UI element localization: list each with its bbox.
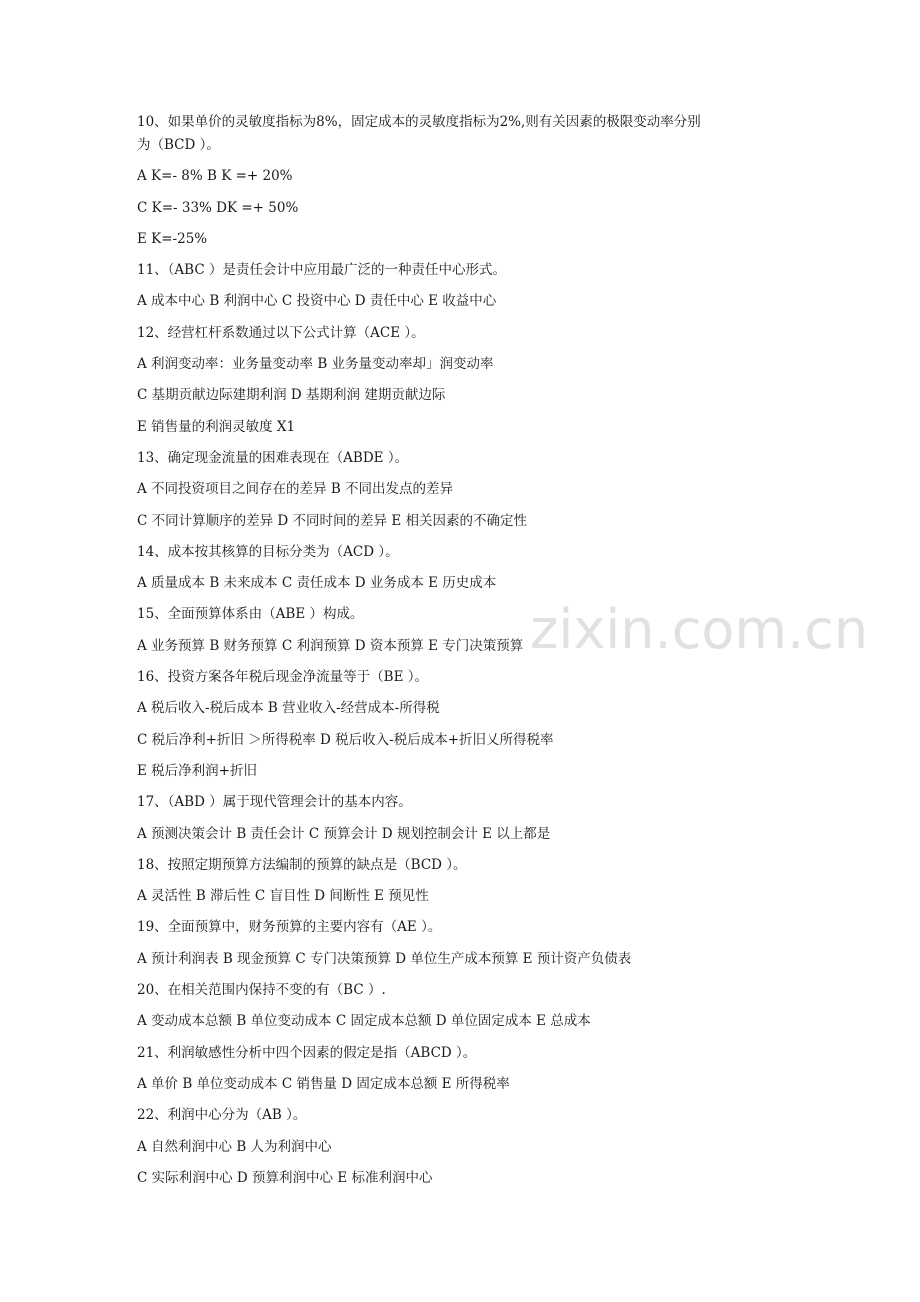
question-15-stem: 15、全面预算体系由（ABE ）构成。: [137, 606, 364, 623]
question-11-stem: 11、（ABC ）是责任会计中应用最广泛的一种责任中心形式。: [137, 262, 506, 279]
question-21-stem: 21、利润敏感性分析中四个因素的假定是指（ABCD ）。: [137, 1044, 477, 1061]
question-19-options: A 预计利润表 B 现金预算 C 专门决策预算 D 单位生产成本预算 E 预计资产负债表: [137, 950, 632, 967]
question-11-options: A 成本中心 B 利润中心 C 投资中心 D 责任中心 E 收益中心: [137, 293, 497, 310]
question-20-stem: 20、在相关范围内保持不变的有（BC ）.: [137, 982, 386, 999]
question-15-options: A 业务预算 B 财务预算 C 利润预算 D 资本预算 E 专门决策预算: [137, 637, 524, 654]
question-21-options: A 单价 B 单位变动成本 C 销售量 D 固定成本总额 E 所得税率: [137, 1075, 510, 1092]
question-17-options: A 预测决策会计 B 责任会计 C 预算会计 D 规划控制会计 E 以上都是: [137, 825, 551, 842]
question-10-options-cd: C K=- 33% DK =+ 50%: [137, 199, 299, 216]
question-18-stem: 18、按照定期预算方法编制的预算的缺点是（BCD ）。: [137, 856, 467, 873]
question-16-options-ab: A 税后收入-税后成本 B 营业收入-经营成本-所得税: [137, 700, 440, 717]
question-18-options: A 灵活性 B 滞后性 C 盲目性 D 间断性 E 预见性: [137, 888, 429, 905]
question-12-options-ab: A 利润变动率：业务量变动率 B 业务量变动率却」润变动率: [137, 356, 494, 373]
question-19-stem: 19、全面预算中，财务预算的主要内容有（AE ）。: [137, 919, 442, 936]
question-10-options-ab: A K=- 8% B K =+ 20%: [137, 168, 293, 185]
question-12-options-cd: C 基期贡献边际建期利润 D 基期利润 建期贡献边际: [137, 387, 446, 404]
question-22-stem: 22、利润中心分为（AB ）。: [137, 1107, 307, 1124]
question-12-stem: 12、经营杠杆系数通过以下公式计算（ACE ）。: [137, 324, 425, 341]
question-16-stem: 16、投资方案各年税后现金净流量等于（BE ）。: [137, 669, 428, 686]
question-10-stem: 10、如果单价的灵敏度指标为8%，固定成本的灵敏度指标为2%,则有关因素的极限变动率分别: [137, 114, 701, 130]
question-12-option-e: E 销售量的利润灵敏度 X1: [137, 418, 296, 435]
question-20-options: A 变动成本总额 B 单位变动成本 C 固定成本总额 D 单位固定成本 E 总成本: [137, 1013, 591, 1030]
watermark-text: zixin.com.cn: [530, 598, 869, 661]
question-14-options: A 质量成本 B 未来成本 C 责任成本 D 业务成本 E 历史成本: [137, 575, 497, 592]
question-10-stem-continued: 为（BCD ）。: [137, 137, 220, 153]
question-22-options-ab: A 自然利润中心 B 人为利润中心: [137, 1138, 332, 1155]
question-13-options-cde: C 不同计算顺序的差异 D 不同时间的差异 E 相关因素的不确定性: [137, 512, 527, 529]
question-13-options-ab: A 不同投资项目之间存在的差异 B 不同出发点的差异: [137, 481, 454, 498]
question-10-option-e: E K=-25%: [137, 230, 208, 247]
question-16-options-cd: C 税后净利+折旧 ＞所得税率 D 税后收入-税后成本+折旧乂所得税率: [137, 731, 554, 748]
question-22-options-cde: C 实际利润中心 D 预算利润中心 E 标准利润中心: [137, 1169, 433, 1186]
question-16-option-e: E 税后净利润+折旧: [137, 762, 257, 779]
question-14-stem: 14、成本按其核算的目标分类为（ACD ）。: [137, 543, 399, 560]
question-13-stem: 13、确定现金流量的困难表现在（ABDE ）。: [137, 449, 409, 466]
question-17-stem: 17、（ABD ）属于现代管理会计的基本内容。: [137, 794, 412, 811]
